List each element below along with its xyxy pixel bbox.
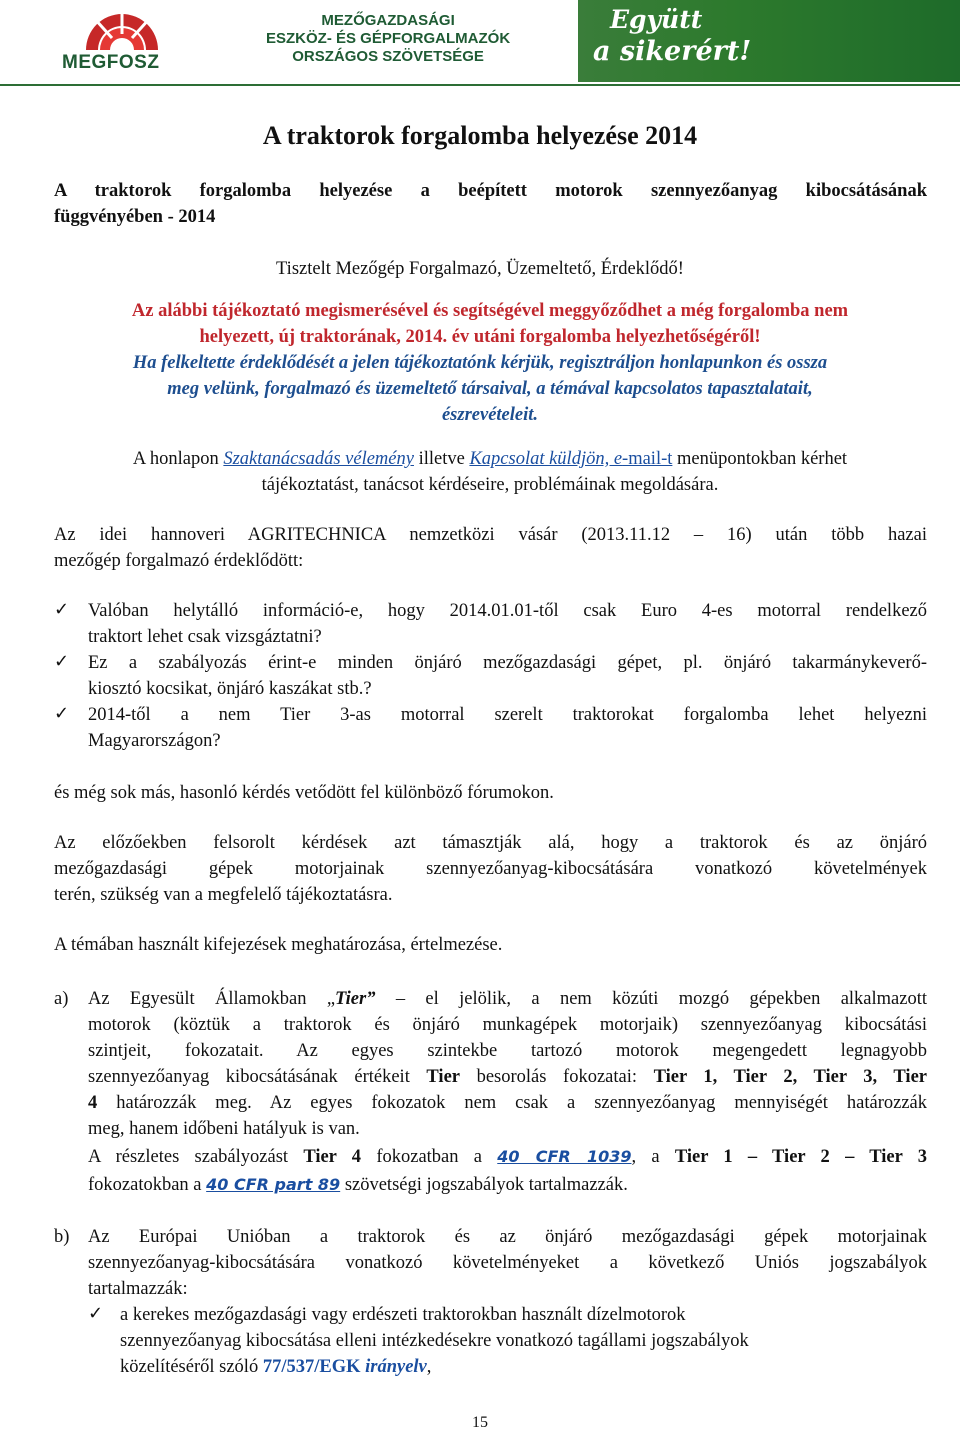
item-a-text: fokozatokban a 40 CFR part 89 szövetségi jogszabályok tartalmazzák. <box>88 1175 628 1195</box>
question-item: Magyarországon? <box>88 731 221 751</box>
list-marker: b) <box>54 1227 70 1247</box>
question-item: traktort lehet csak vizsgáztatni? <box>88 627 322 647</box>
invite-text: észrevételeit. <box>441 405 539 425</box>
directive-number: 77/537/EGK <box>262 1357 361 1377</box>
slogan-line: a sikerért! <box>593 36 752 67</box>
item-a-text: szennyezőanyag kibocsátásának értékeit Tier besorolás fokozatai: Tier 1, Tier 2, Tier 3, Tier <box>88 1067 927 1087</box>
directive-text: a kerekes mezőgazdasági vagy erdészeti traktorokban használt dízelmotorok <box>120 1305 686 1325</box>
intro-text: helyezett, új traktorának, 2014. év utáni forgalomba helyezhetőségéről! <box>199 327 761 347</box>
website-info: tájékoztatást, tanácsot kérdéseire, problémáinak megoldására. <box>261 475 719 495</box>
question-item: Valóban helytálló információ-e, hogy 2014.01.01-től csak Euro 4-es motorral rendelkező <box>88 601 927 621</box>
subtitle: függvényében - 2014 <box>54 207 216 227</box>
support-text: terén, szükség van a megfelelő tájékoztatásra. <box>54 885 393 905</box>
checkmark-icon: ✓ <box>54 599 70 620</box>
fair-text: Az idei hannoveri AGRITECHNICA nemzetközi vásár (2013.11.12 – 16) után több hazai <box>54 525 927 545</box>
definitions-heading: A témában használt kifejezések meghatározása, értelmezése. <box>54 935 503 955</box>
directive-text: közelítéséről szóló 77/537/EGK irányelv, <box>120 1357 432 1377</box>
list-marker: a) <box>54 989 69 1009</box>
question-item: kiosztó kocsikat, önjáró kaszákat stb.? <box>88 679 372 699</box>
header-divider <box>0 84 960 86</box>
more-questions: és még sok más, hasonló kérdés vetődött fel különböző fórumokon. <box>54 783 554 803</box>
kapcsolat-link[interactable]: Kapcsolat küldjön, e <box>469 449 623 469</box>
checkmark-icon: ✓ <box>88 1303 104 1324</box>
organization-name <box>266 12 510 66</box>
subtitle: A traktorok forgalomba helyezése a beépített motorok szennyezőanyag kibocsátásának <box>54 181 927 201</box>
org-line: MEZŐGAZDASÁGI <box>321 12 455 29</box>
page-title: A traktorok forgalomba helyezése 2014 <box>262 121 698 150</box>
support-text: mezőgazdasági gépek motorjainak szennyezőanyag-kibocsátására vonatkozó követelmények <box>54 859 927 879</box>
item-a-text: Az Egyesült Államokban „Tier” – el jelölik, a nem közúti mozgó gépekben alkalmazott <box>88 989 927 1009</box>
cfr-part-89-link[interactable]: 40 CFR part 89 <box>206 1175 341 1194</box>
directive-text: szennyezőanyag kibocsátása elleni intézkedésekre vonatkozó tagállami jogszabályok <box>120 1331 749 1351</box>
directive-word: irányelv <box>365 1357 427 1377</box>
email-link[interactable]: -mail-t <box>622 449 673 469</box>
checkmark-icon: ✓ <box>54 651 70 672</box>
question-item: 2014-től a nem Tier 3-as motorral szerelt traktorokat forgalomba lehet helyezni <box>88 705 927 725</box>
invite-text: meg velünk, forgalmazó és üzemeltető társaival, a témával kapcsolatos tapasztalatait, <box>167 379 813 399</box>
fair-text: mezőgép forgalmazó érdeklődött: <box>54 551 304 571</box>
greeting: Tisztelt Mezőgép Forgalmazó, Üzemeltető, Érdeklődő! <box>276 259 684 279</box>
item-a-text: szintjeit, fokozatait. Az egyes szintekbe tartozó motorok megengedett legnagyobb <box>88 1041 927 1061</box>
page-number: 15 <box>472 1414 488 1431</box>
invite-text: Ha felkeltette érdeklődését a jelen tájékoztatónk kérjük, regisztráljon honlapunkon és ossza <box>132 353 828 373</box>
item-a-text: A részletes szabályozást Tier 4 fokozatban a 40 CFR 1039, a Tier 1 – Tier 2 – Tier 3 <box>88 1147 927 1167</box>
item-a-text: 4 határozzák meg. Az egyes fokozatok nem csak a szennyezőanyag mennyiségét határozzák <box>88 1093 927 1113</box>
item-a-text: motorok (köztük a traktorok és önjáró munkagépek motorjaik) szennyezőanyag kibocsátási <box>88 1015 927 1035</box>
sun-logo-icon <box>82 4 162 52</box>
org-line: ESZKÖZ- ÉS GÉPFORGALMAZÓK <box>266 30 511 47</box>
checkmark-icon: ✓ <box>54 703 70 724</box>
slogan-line: Együtt <box>610 5 703 34</box>
question-item: Ez a szabályozás érint-e minden önjáró mezőgazdasági gépet, pl. önjáró takarmánykeverő- <box>88 653 927 673</box>
item-a-text: meg, hanem időbeni hatályuk is van. <box>88 1119 360 1139</box>
page-header <box>0 0 960 84</box>
szaktanacsadas-link[interactable]: Szaktanácsadás vélemény <box>223 449 414 469</box>
item-b-text: tartalmazzák: <box>88 1279 188 1299</box>
cfr-1039-link[interactable]: 40 CFR 1039 <box>497 1147 632 1166</box>
logo-wordmark: MEGFOSZ <box>62 52 160 73</box>
item-b-text: Az Európai Unióban a traktorok és az önjáró mezőgazdasági gépek motorjainak <box>88 1227 927 1247</box>
org-line: ORSZÁGOS SZÖVETSÉGE <box>292 48 484 65</box>
support-text: Az előzőekben felsorolt kérdések azt támasztják alá, hogy a traktorok és az önjáró <box>54 833 927 853</box>
intro-text: Az alábbi tájékoztató megismerésével és segítségével meggyőződhet a még forgalomba nem <box>131 301 849 321</box>
item-b-text: szennyezőanyag-kibocsátására vonatkozó követelményeket a következő Uniós jogszabályok <box>88 1253 927 1273</box>
website-info: A honlapon Szaktanácsadás vélemény illetve Kapcsolat küldjön, e-mail-t menüpontokban kérhet <box>132 449 848 469</box>
